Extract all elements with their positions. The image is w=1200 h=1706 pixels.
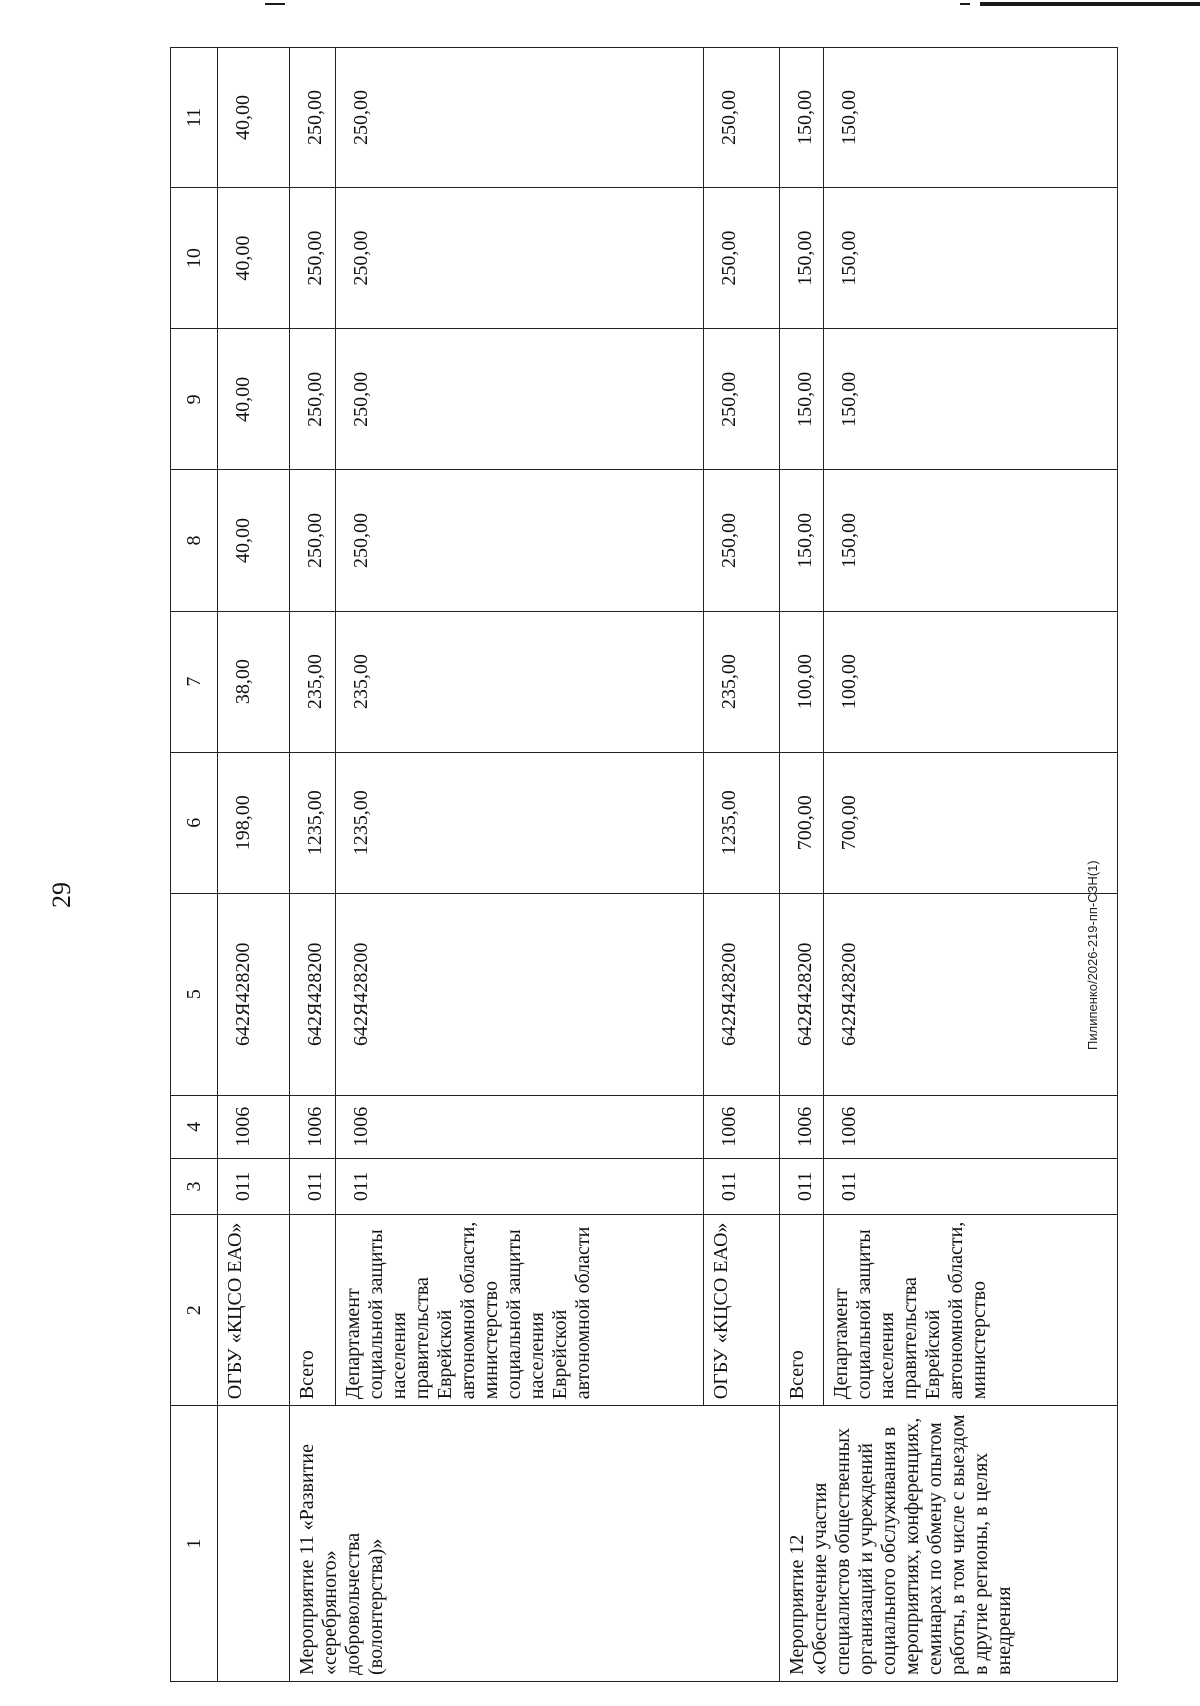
- amount-cell: 150,00: [780, 188, 824, 329]
- amount-cell: 150,00: [824, 329, 1118, 470]
- amount-cell: 198,00: [218, 752, 290, 893]
- amount-cell: 700,00: [824, 752, 1118, 893]
- table-row: [218, 48, 290, 1682]
- header-cell: 6: [171, 752, 218, 893]
- header-cell: 3: [171, 1158, 218, 1214]
- code-cell: 1006: [336, 1095, 704, 1158]
- executor-cell: ОГБУ «КЦСО ЕАО»: [218, 1215, 290, 1406]
- code-cell: 642Я428200: [704, 893, 780, 1095]
- amount-cell: 100,00: [780, 611, 824, 752]
- executor-cell: ОГБУ «КЦСО ЕАО»: [704, 1215, 780, 1406]
- executor-cell: Всего: [290, 1215, 336, 1406]
- amount-cell: 235,00: [336, 611, 704, 752]
- code-cell: 642Я428200: [336, 893, 704, 1095]
- amount-cell: 250,00: [336, 329, 704, 470]
- code-cell: 011: [218, 1158, 290, 1214]
- code-cell: 642Я428200: [218, 893, 290, 1095]
- header-cell: 5: [171, 893, 218, 1095]
- table-row: [780, 48, 824, 1682]
- amount-cell: 150,00: [824, 188, 1118, 329]
- amount-cell: 150,00: [780, 48, 824, 188]
- budget-table: [170, 47, 1118, 1682]
- code-cell: 011: [336, 1158, 704, 1214]
- amount-cell: 250,00: [704, 329, 780, 470]
- amount-cell: 1235,00: [704, 752, 780, 893]
- amount-cell: 150,00: [780, 470, 824, 611]
- amount-cell: 40,00: [218, 48, 290, 188]
- code-cell: 011: [780, 1158, 824, 1214]
- amount-cell: 250,00: [290, 470, 336, 611]
- executor-cell: Всего: [780, 1215, 824, 1406]
- code-cell: 642Я428200: [824, 893, 1118, 1095]
- amount-cell: 150,00: [824, 470, 1118, 611]
- code-cell: 1006: [290, 1095, 336, 1158]
- amount-cell: 100,00: [824, 611, 1118, 752]
- code-cell: 011: [290, 1158, 336, 1214]
- scan-mark: [980, 2, 1200, 6]
- amount-cell: 1235,00: [336, 752, 704, 893]
- document-reference: Пилипенко/2026-219-пп-СЗН(1): [1085, 860, 1100, 1050]
- page-number: 29: [47, 882, 76, 908]
- event-cell: [218, 1406, 290, 1682]
- amount-cell: 250,00: [290, 48, 336, 188]
- amount-cell: 150,00: [780, 329, 824, 470]
- amount-cell: 40,00: [218, 470, 290, 611]
- executor-cell: Департамент социальной защиты населения правительства Еврейской автономной области, министерство социальной защиты населения Еврейской автономной области: [336, 1215, 704, 1406]
- amount-cell: 235,00: [704, 611, 780, 752]
- code-cell: 642Я428200: [780, 893, 824, 1095]
- header-cell: 7: [171, 611, 218, 752]
- amount-cell: 250,00: [336, 48, 704, 188]
- event-cell: Мероприятие 11 «Развитие «серебряного» добровольчества (волонтерства)»: [290, 1406, 780, 1682]
- amount-cell: 40,00: [218, 188, 290, 329]
- header-cell: 8: [171, 470, 218, 611]
- amount-cell: 250,00: [704, 188, 780, 329]
- code-cell: 011: [824, 1158, 1118, 1214]
- header-row: [171, 48, 218, 1682]
- header-cell: 2: [171, 1215, 218, 1406]
- amount-cell: 250,00: [704, 48, 780, 188]
- amount-cell: 235,00: [290, 611, 336, 752]
- amount-cell: 38,00: [218, 611, 290, 752]
- amount-cell: 700,00: [780, 752, 824, 893]
- code-cell: 1006: [218, 1095, 290, 1158]
- code-cell: 1006: [780, 1095, 824, 1158]
- scan-top-edge: [0, 0, 1200, 8]
- event-cell: Мероприятие 12 «Обеспечение участия специалистов общественных организаций и учреждений социального обслуживания в мероприятиях, конференциях, семинарах по обмену опытом работы, в том числе с выездом в другие регионы, в целях внедрения: [780, 1406, 1118, 1682]
- table-row: [290, 48, 336, 1682]
- amount-cell: 150,00: [824, 48, 1118, 188]
- code-cell: 011: [704, 1158, 780, 1214]
- amount-cell: 250,00: [704, 470, 780, 611]
- header-cell: 11: [171, 48, 218, 188]
- scan-mark: [265, 3, 285, 5]
- amount-cell: 1235,00: [290, 752, 336, 893]
- header-cell: 4: [171, 1095, 218, 1158]
- amount-cell: 40,00: [218, 329, 290, 470]
- amount-cell: 250,00: [290, 329, 336, 470]
- code-cell: 1006: [704, 1095, 780, 1158]
- amount-cell: 250,00: [336, 188, 704, 329]
- header-cell: 10: [171, 188, 218, 329]
- budget-table-rotated: [170, 47, 1110, 1682]
- scan-mark: [960, 3, 970, 5]
- amount-cell: 250,00: [290, 188, 336, 329]
- amount-cell: 250,00: [336, 470, 704, 611]
- code-cell: 642Я428200: [290, 893, 336, 1095]
- header-cell: 9: [171, 329, 218, 470]
- header-cell: 1: [171, 1406, 218, 1682]
- code-cell: 1006: [824, 1095, 1118, 1158]
- executor-cell: Департамент социальной защиты населения правительства Еврейской автономной области, министерство: [824, 1215, 1118, 1406]
